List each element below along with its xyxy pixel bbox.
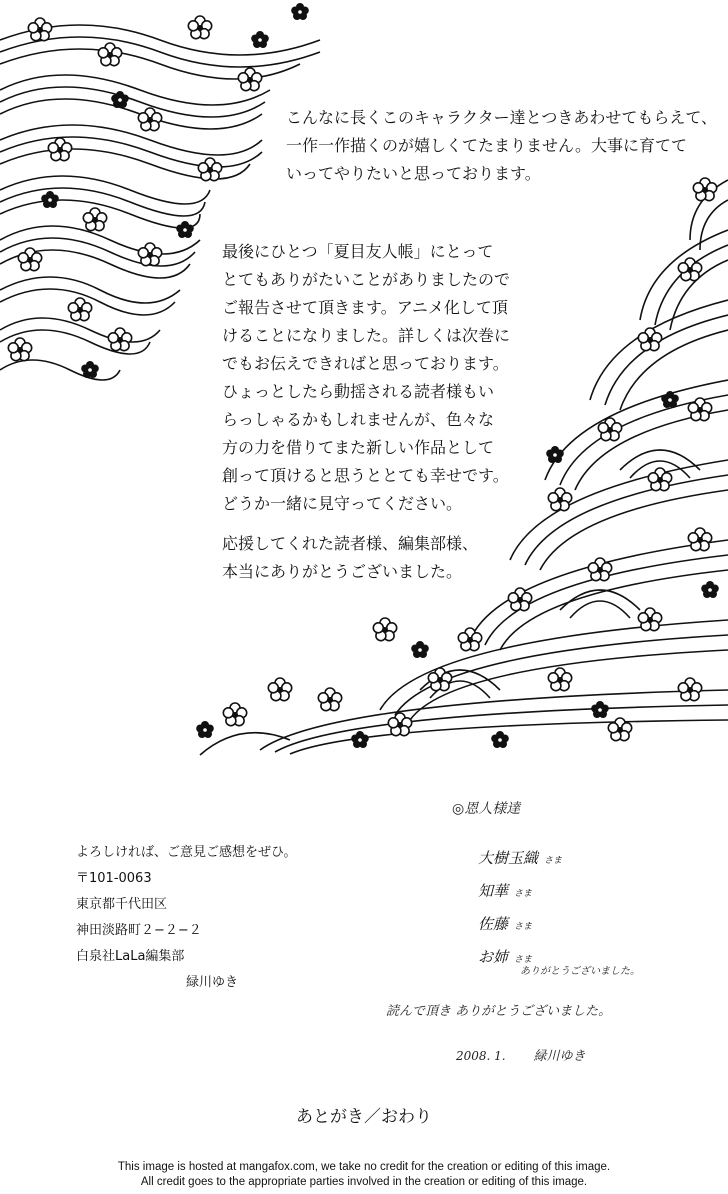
afterword-line: ご報告させて頂きます。アニメ化して頂 (222, 298, 508, 317)
honorific: さま (544, 856, 563, 866)
afterword-line: いってやりたいと思っております。 (286, 164, 541, 183)
thanks-name-text: 知華 (478, 882, 509, 900)
afterword-line: どうか一緒に見守ってください。 (222, 494, 463, 513)
credit-line: All credit goes to the appropriate parties involved in the creation or editing of this image. (140, 1176, 588, 1188)
afterword-line: こんなに長くこのキャラクター達とつきあわせてもらえて、 (286, 108, 718, 127)
afterword-line: ひょっとしたら動揺される読者様もい (222, 382, 495, 401)
afterword-paragraph-2 (222, 238, 510, 518)
thanks-name (478, 908, 562, 941)
thanks-name (478, 875, 562, 908)
address-street: 神田淡路町２−２−２ (76, 923, 202, 938)
reader-thanks: 読んで頂き ありがとうございました。 (386, 1004, 612, 1019)
hosting-credit (0, 1160, 728, 1190)
honorific: さま (514, 889, 533, 899)
thanks-list (478, 842, 562, 974)
afterword-line: けることになりました。詳しくは次巻に (222, 326, 511, 345)
honorific: さま (514, 955, 533, 965)
signoff-signature: 緑川ゆき (533, 1049, 586, 1064)
afterword-paragraph-3 (222, 530, 478, 586)
thanks-name-text: お姉 (478, 948, 509, 966)
afterword-line: 本当にありがとうございました。 (222, 562, 463, 581)
afterword-line: とてもありがたいことがありましたので (222, 270, 511, 289)
afterword-line: らっしゃるかもしれませんが、色々な (222, 410, 495, 429)
afterword-line: でもお伝えできればと思っております。 (222, 354, 509, 373)
signoff-date: 2008. 1. (456, 1049, 506, 1063)
thanks-name (478, 842, 562, 875)
afterword-line: 一作一作描くのが嬉しくてたまりません。大事に育てて (286, 136, 687, 155)
address-department: 白泉社LaLa編集部 (76, 949, 185, 964)
end-title: あとがき／おわり (296, 1107, 432, 1127)
afterword-line: 最後にひとつ「夏目友人帳」にとって (222, 242, 494, 261)
address-intro: よろしければ、ご意見ご感想をぜひ。 (76, 845, 297, 860)
signoff (456, 1045, 585, 1064)
thanks-heading: ◎恩人様達 (452, 801, 521, 817)
thanks-subline: ありがとうございました。 (520, 966, 640, 977)
address-signer: 緑川ゆき (186, 975, 239, 990)
mailing-address (76, 840, 296, 996)
address-city: 東京都千代田区 (76, 897, 168, 912)
afterword-line: 方の力を借りてまた新しい作品として (222, 438, 495, 457)
thanks-name-text: 佐藤 (478, 915, 509, 933)
honorific: さま (514, 922, 533, 932)
afterword-line: 応援してくれた読者様、編集部様、 (222, 534, 479, 553)
afterword-paragraph-1 (286, 104, 717, 188)
credit-line: This image is hosted at mangafox.com, we take no credit for the creation or editing of this image. (117, 1161, 611, 1173)
postal-code: 〒101-0063 (76, 871, 152, 886)
thanks-name-text: 大樹玉織 (478, 849, 539, 867)
afterword-line: 創って頂けると思うととても幸せです。 (222, 466, 509, 485)
